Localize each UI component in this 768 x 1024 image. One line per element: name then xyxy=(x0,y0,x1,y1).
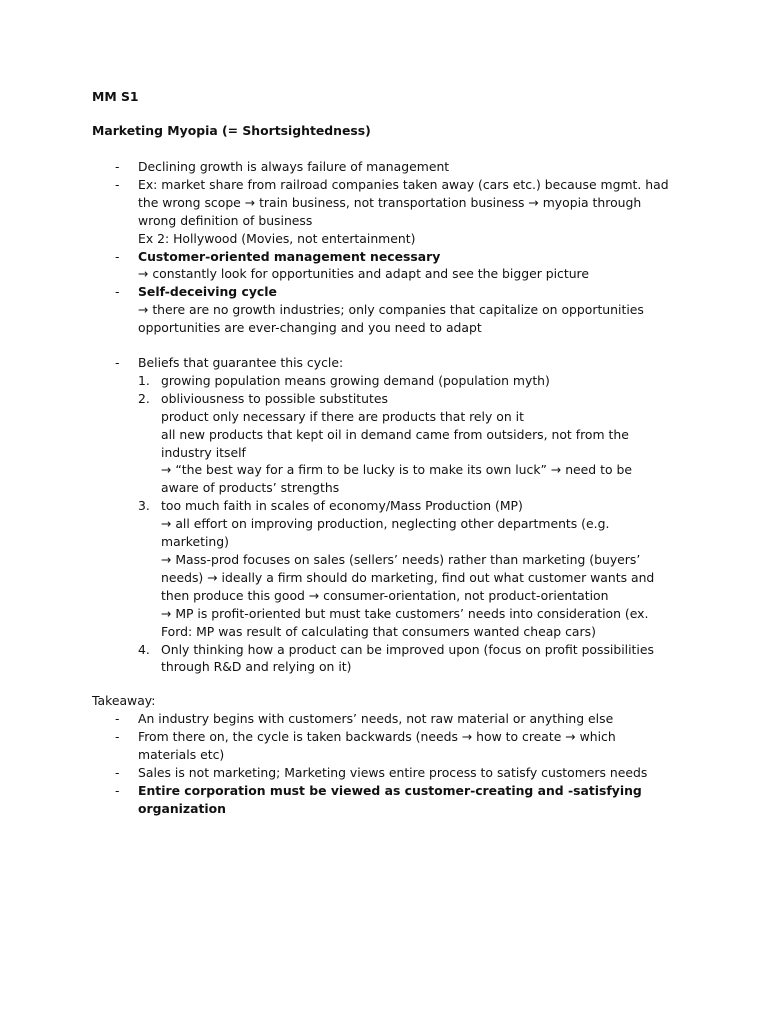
bullet-text: Declining growth is always failure of management xyxy=(138,159,450,174)
item-text: too much faith in scales of economy/Mass Production (MP) xyxy=(161,498,523,514)
item-text: Only thinking how a product can be improved upon (focus on profit possibilities xyxy=(161,641,654,657)
bullet-dash: - xyxy=(115,284,120,300)
takeaway-label: Takeaway: xyxy=(92,693,156,708)
item-text: all new products that kept oil in demand came from outsiders, not from the xyxy=(161,426,629,442)
item-text: → Mass-prod focuses on sales (sellers’ needs) rather than marketing (buyers’ xyxy=(161,551,641,567)
item-text: product only necessary if there are products that rely on it xyxy=(161,408,524,424)
item-number: 1. xyxy=(138,372,150,388)
list-item xyxy=(0,248,768,284)
list-item xyxy=(0,176,768,248)
numbered-item xyxy=(0,372,768,390)
bullet-text: Ex: market share from railroad companies taken away (cars etc.) because mgmt. had xyxy=(138,176,669,192)
list-item xyxy=(0,764,768,782)
list-item xyxy=(0,354,768,372)
takeaway-text-bold: organization xyxy=(138,800,226,816)
list-item xyxy=(0,728,768,764)
list-item xyxy=(0,710,768,728)
beliefs-section xyxy=(0,354,768,676)
bullet-dash: - xyxy=(115,782,120,798)
bullet-subtext: → constantly look for opportunities and adapt and see the bigger picture xyxy=(138,266,589,282)
item-text: → MP is profit-oriented but must take customers’ needs into consideration (ex. xyxy=(161,605,649,621)
item-text: growing population means growing demand (population myth) xyxy=(161,372,550,388)
bullet-dash: - xyxy=(115,711,120,726)
numbered-item xyxy=(0,390,768,497)
item-number: 4. xyxy=(138,641,150,657)
takeaway-text: An industry begins with customers’ needs, not raw material or anything else xyxy=(138,711,614,726)
bullet-text: the wrong scope → train business, not transportation business → myopia through xyxy=(138,194,642,210)
list-item xyxy=(0,283,768,337)
beliefs-intro: Beliefs that guarantee this cycle: xyxy=(138,355,344,370)
list-item xyxy=(0,158,768,176)
takeaway-text: From there on, the cycle is taken backwards (needs → how to create → which xyxy=(138,728,616,744)
item-number: 3. xyxy=(138,498,150,514)
document-title: MM S1 xyxy=(92,89,139,104)
bullet-dash: - xyxy=(115,728,120,744)
bullet-dash: - xyxy=(115,159,120,174)
takeaway-text-bold: Entire corporation must be viewed as customer-creating and -satisfying xyxy=(138,782,642,798)
bullet-dash: - xyxy=(115,764,120,780)
list-item xyxy=(0,782,768,818)
takeaway-list xyxy=(0,710,768,817)
bullet-list-main xyxy=(0,158,768,337)
item-text: then produce this good → consumer-orientation, not product-orientation xyxy=(161,587,609,603)
bullet-subtext: → there are no growth industries; only companies that capitalize on opportunities xyxy=(138,302,644,318)
section-heading: Marketing Myopia (= Shortsightedness) xyxy=(92,123,371,138)
item-text: through R&D and relying on it) xyxy=(161,659,352,675)
item-text: needs) → ideally a firm should do marketing, find out what customer wants and xyxy=(161,569,655,585)
item-text: aware of products’ strengths xyxy=(161,480,340,496)
item-text: Ford: MP was result of calculating that consumers wanted cheap cars) xyxy=(161,623,596,639)
item-text: obliviousness to possible substitutes xyxy=(161,390,388,406)
takeaway-text: Sales is not marketing; Marketing views entire process to satisfy customers needs xyxy=(138,764,648,780)
bullet-dash: - xyxy=(115,176,120,192)
item-text: industry itself xyxy=(161,444,246,460)
bullet-dash: - xyxy=(115,355,120,370)
bullet-text-bold: Customer-oriented management necessary xyxy=(138,248,441,264)
item-text: → all effort on improving production, neglecting other departments (e.g. xyxy=(161,516,610,532)
item-number: 2. xyxy=(138,390,150,406)
item-text: → “the best way for a firm to be lucky is to make its own luck” → need to be xyxy=(161,462,632,478)
bullet-text-bold: Self-deceiving cycle xyxy=(138,284,277,300)
numbered-item xyxy=(0,641,768,677)
bullet-dash: - xyxy=(115,248,120,264)
numbered-item xyxy=(0,497,768,640)
bullet-text: wrong definition of business xyxy=(138,212,313,228)
item-text: marketing) xyxy=(161,534,229,550)
bullet-subtext: opportunities are ever-changing and you need to adapt xyxy=(138,320,482,336)
takeaway-text: materials etc) xyxy=(138,746,225,762)
bullet-text: Ex 2: Hollywood (Movies, not entertainment) xyxy=(138,230,416,246)
